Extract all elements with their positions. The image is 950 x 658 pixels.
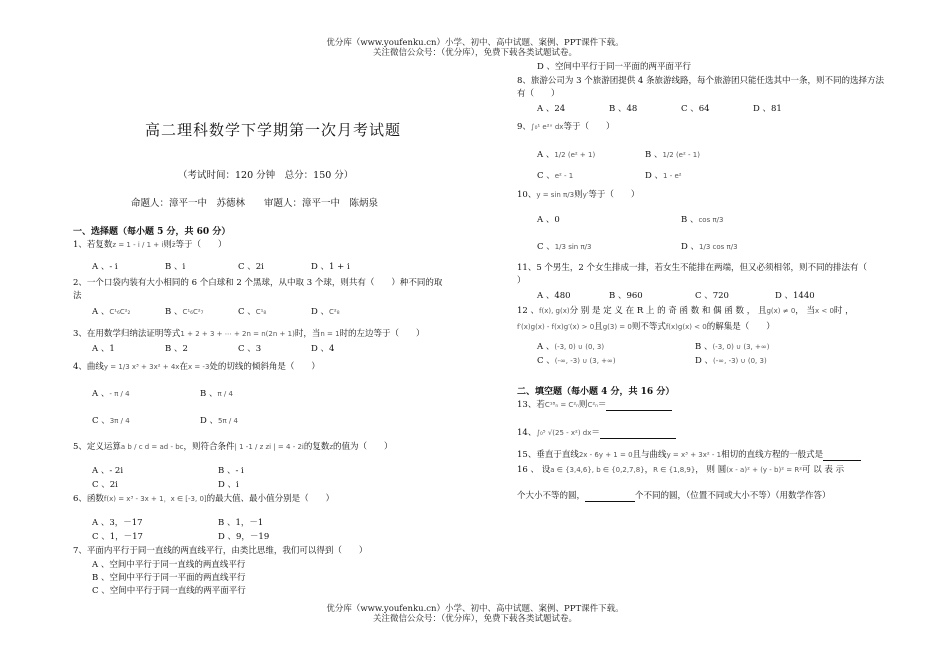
q10-option-c: C 、1/3 sin π/3 — [537, 242, 592, 252]
q14-answer-blank[interactable] — [600, 429, 676, 439]
q5-stem: 5、定义运算a b / c d = ad - bc，则符合条件| 1 -1 / z zi | = 4 - 2i的复数z的值为（ ） — [73, 442, 393, 452]
q5-option-a: A 、- 2i — [92, 466, 124, 476]
q9-option-a: A 、1/2 (e² + 1) — [537, 150, 596, 160]
footer-line2: 关注微信公众号：（优分库），免费下载各类试题试卷。 — [372, 614, 577, 624]
q2-stem-cont: 法 — [73, 291, 82, 301]
q9-option-b: B 、1/2 (e² - 1) — [645, 150, 700, 160]
q10-option-d: D 、1/3 cos π/3 — [681, 242, 738, 252]
q14-stem: 14、∫₀⁵ √(25 - x²) dx＝ — [517, 428, 676, 439]
q6-stem: 6、函数f(x) = x³ - 3x + 1，x ∈ [-3, 0]的最大值、最小值分别是（ ） — [73, 494, 335, 504]
q5-option-b: B 、- i — [218, 466, 244, 476]
q12-stem: 12 、f(x), g(x)分 别 是 定 义 在 R 上 的 奇 函 数 和 偶 函 数 ， 且g(x) ≠ 0， 当x < 0时 ， — [517, 306, 854, 316]
q8-option-c: C 、64 — [681, 104, 710, 114]
q1-option-a: A 、- i — [92, 262, 118, 272]
q11-stem: 11、5 个男生，2 个女生排成一排，若女生不能排在两端，但又必须相邻，则不同的排法有（ — [517, 263, 868, 273]
q15-stem: 15、垂直于直线2x - 6y + 1 = 0且与曲线y = x³ + 3x² - 1相切的直线方程的一般式是 — [517, 450, 861, 461]
q11-option-b: B 、960 — [609, 291, 643, 301]
q1-option-c: C 、2i — [238, 262, 264, 272]
exam-authors: 命题人：漳平一中 苏德林 审题人：漳平一中 陈炳泉 — [131, 198, 379, 209]
q12-option-d: D 、(-∞, -3) ∪ (0, 3) — [695, 356, 767, 366]
q11-option-a: A 、480 — [537, 291, 571, 301]
q6-option-d: D 、9，－19 — [218, 532, 270, 542]
q3-option-d: D 、4 — [311, 344, 335, 354]
q2-option-d: D 、C²₈ — [311, 307, 340, 317]
q13-stem: 13、若C¹⁸ₙ = C²ₙ则C²ₙ＝ — [517, 400, 672, 411]
q7-option-b: B 、空间中平行于同一平面的两直线平行 — [92, 573, 246, 583]
q1-stem: 1、若复数z = 1 - i / 1 + i则z̄等于（ ） — [73, 240, 227, 250]
q12-option-a: A 、(-3, 0) ∪ (0, 3) — [537, 342, 605, 352]
q15-answer-blank[interactable] — [823, 451, 861, 461]
q5-option-d: D 、i — [218, 480, 239, 490]
q2-option-c: C 、C¹₈ — [238, 307, 267, 317]
q12-option-c: C 、(-∞, -3) ∪ (3, +∞) — [537, 356, 616, 366]
q4-option-c: C 、3π / 4 — [92, 416, 130, 426]
footer-line1: 优分库（www.youfenku.cn）小学、初中、高中试题、案例、PPT课件下载。 — [326, 604, 624, 614]
q3-option-b: B 、2 — [165, 344, 188, 354]
q6-option-a: A 、3，－17 — [92, 518, 143, 528]
q5-option-c: C 、2i — [92, 480, 118, 490]
q1-option-d: D 、1 + i — [311, 262, 350, 272]
q11-stem-cont: ） — [517, 276, 526, 286]
q8-stem-cont: 有（ ） — [517, 89, 560, 99]
q3-option-c: C 、3 — [238, 344, 262, 354]
q11-option-c: C 、720 — [695, 291, 729, 301]
q9-option-c: C 、e² - 1 — [537, 171, 574, 181]
q4-option-a: A 、- π / 4 — [92, 389, 130, 399]
q7-stem: 7、平面内平行于同一直线的两直线平行，由类比思维，我们可以得到（ ） — [73, 546, 368, 556]
q7-option-c: C 、空间中平行于同一直线的两平面平行 — [92, 586, 246, 596]
q16-stem: 16 、 设a ∈ {3,4,6}, b ∈ {0,2,7,8}，R ∈ {1,8,9}， 则 圆(x - a)² + (y - b)² = R²可 以 表 示 — [517, 465, 845, 475]
q13-answer-blank[interactable] — [606, 401, 672, 411]
q6-option-c: C 、1，－17 — [92, 532, 143, 542]
exam-time-info: （考试时间：120 分钟 总分：150 分） — [178, 170, 354, 181]
q10-option-a: A 、0 — [537, 215, 560, 225]
q10-option-b: B 、cos π/3 — [681, 215, 724, 225]
q7-option-d: D 、空间中平行于同一平面的两平面平行 — [537, 62, 692, 72]
q12-option-b: B 、(-3, 0) ∪ (3, +∞) — [695, 342, 770, 352]
q4-option-d: D 、5π / 4 — [200, 416, 238, 426]
q4-stem: 4、曲线y = 1/3 x³ + 3x² + 4x在x = -3处的切线的倾斜角是（ ） — [73, 362, 320, 372]
q6-option-b: B 、1，－1 — [218, 518, 264, 528]
section2-heading: 二、填空题（每小题 4 分，共 16 分） — [517, 387, 675, 397]
q8-option-d: D 、81 — [753, 104, 782, 114]
q10-stem: 10、y = sin π/3则y′等于（ ） — [517, 190, 640, 200]
q16-answer-blank-1[interactable] — [585, 492, 635, 502]
q1-math-zbar: z̄ — [171, 241, 176, 249]
exam-title: 高二理科数学下学期第一次月考试题 — [145, 121, 402, 139]
q8-option-b: B 、48 — [609, 104, 638, 114]
q9-option-d: D 、1 - e² — [645, 171, 682, 181]
q16-stem-cont: 个大小不等的圆， 个不同的圆，（位置不同或大小不等）（用数学作答） — [517, 491, 831, 501]
q9-stem: 9、∫₀¹ e²ˣ dx等于（ ） — [517, 122, 615, 132]
q8-option-a: A 、24 — [537, 104, 566, 114]
q2-option-b: B 、C¹₆C²₇ — [165, 307, 204, 317]
q4-option-b: B 、π / 4 — [200, 389, 233, 399]
q3-option-a: A 、1 — [92, 344, 115, 354]
q7-option-a: A 、空间中平行于同一直线的两直线平行 — [92, 560, 246, 570]
q1-option-b: B 、i — [165, 262, 186, 272]
q3-stem: 3、在用数学归纳法证明等式1 + 2 + 3 + ⋯ + 2n = n(2n + 1)时，当n = 1时的左边等于（ ） — [73, 329, 425, 339]
q8-stem: 8、旅游公司为 3 个旅游团提供 4 条旅游线路，每个旅游团只能任选其中一条，则不同的选择方法 — [517, 76, 885, 86]
q2-stem: 2、一个口袋内装有大小相同的 6 个白球和 2 个黑球，从中取 3 个球，则共有（ ）种不同的取 — [73, 278, 443, 288]
q11-option-d: D 、1440 — [775, 291, 815, 301]
q1-math-z: z = 1 - i / 1 + i — [112, 241, 164, 249]
q2-option-a: A 、C¹₆C²₂ — [92, 307, 131, 317]
header-line1: 优分库（www.youfenku.cn）小学、初中、高中试题、案例、PPT课件下载。 — [326, 38, 624, 48]
q12-stem-cont: f′(x)g(x) - f(x)g′(x) > 0且g(3) = 0则不等式f(x)g(x) < 0的解集是（ ） — [517, 322, 775, 332]
header-line2: 关注微信公众号：（优分库），免费下载各类试题试卷。 — [372, 48, 577, 58]
section1-heading: 一、选择题（每小题 5 分，共 60 分） — [73, 227, 231, 237]
